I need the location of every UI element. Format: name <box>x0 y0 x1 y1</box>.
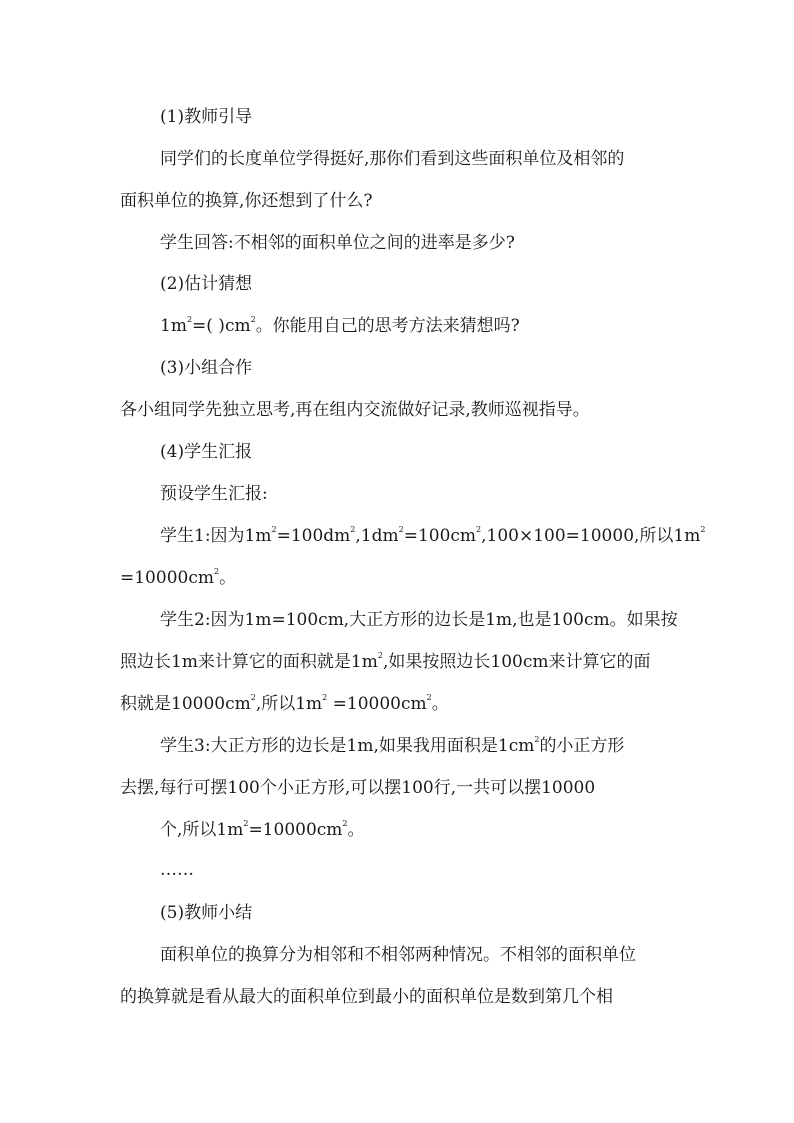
superscript: 2 <box>213 567 220 576</box>
text-run: 学生3:大正方形的边长是1m,如果我用面积是1cm <box>160 736 535 756</box>
paragraph-line <box>120 693 449 715</box>
superscript: 2 <box>322 693 328 702</box>
paragraph-line <box>160 735 624 757</box>
text-run: =100dm <box>276 526 351 546</box>
text-run: 。你能用自己的思考方法来猜想吗? <box>255 316 520 336</box>
paragraph-line <box>160 819 365 841</box>
paragraph-line: 学生2:因为1m=100cm,大正方形的边长是1m,也是100cm。如果按 <box>160 610 678 630</box>
paragraph-line: 去摆,每行可摆100个小正方形,可以摆100行,一共可以摆10000 <box>120 778 596 798</box>
superscript: 2 <box>250 693 256 702</box>
text-run: =( )cm <box>192 316 251 336</box>
paragraph-line: 各小组同学先独立思考,再在组内交流做好记录,教师巡视指导。 <box>120 400 590 420</box>
superscript: 2 <box>377 651 383 660</box>
text-run: 。 <box>219 568 237 588</box>
paragraph-line <box>120 651 650 673</box>
superscript: 2 <box>476 525 482 534</box>
text-run: 个,所以1m <box>160 820 244 840</box>
paragraph-line: 面积单位的换算分为相邻和不相邻两种情况。不相邻的面积单位 <box>160 945 636 965</box>
paragraph-line: 的换算就是看从最大的面积单位到最小的面积单位是数到第几个相 <box>120 987 613 1007</box>
text-run: 1m <box>160 316 187 336</box>
superscript: 2 <box>700 525 706 534</box>
text-run: =10000cm <box>248 820 343 840</box>
text-run: 的小正方形 <box>539 736 625 756</box>
text-run: 。 <box>347 820 365 840</box>
text-run: =100cm <box>403 526 477 546</box>
superscript: 2 <box>186 315 193 324</box>
text-run: =10000cm <box>327 694 427 714</box>
superscript: 2 <box>426 693 432 702</box>
section-heading-teacher-guidance: (1)教师引导 <box>160 107 253 127</box>
text-run: ,1dm <box>355 526 399 546</box>
section-heading-estimate-guess: (2)估计猜想 <box>160 274 253 294</box>
superscript: 2 <box>271 525 277 534</box>
superscript: 2 <box>250 315 256 324</box>
paragraph-line: 同学们的长度单位学得挺好,那你们看到这些面积单位及相邻的 <box>160 149 625 169</box>
superscript: 2 <box>398 525 404 534</box>
section-heading-teacher-summary: (5)教师小结 <box>160 903 253 923</box>
paragraph-line <box>120 567 236 589</box>
superscript: 2 <box>342 819 348 828</box>
text-run: ,所以1m <box>255 694 323 714</box>
paragraph-line: 学生回答:不相邻的面积单位之间的进率是多少? <box>160 233 515 253</box>
section-heading-group-work: (3)小组合作 <box>160 358 253 378</box>
paragraph-line <box>160 315 520 337</box>
text-run: 。 <box>431 694 449 714</box>
superscript: 2 <box>534 735 540 744</box>
text-run: ,100×100=10000,所以1m <box>481 526 701 546</box>
paragraph-line: 面积单位的换算,你还想到了什么? <box>120 191 373 211</box>
superscript: 2 <box>243 819 249 828</box>
text-run: =10000cm <box>120 568 214 588</box>
paragraph-line <box>160 525 705 547</box>
ellipsis: …… <box>160 860 194 880</box>
text-run: ,如果按照边长100cm来计算它的面 <box>382 652 651 672</box>
section-heading-student-report: (4)学生汇报 <box>160 442 253 462</box>
paragraph-line: 预设学生汇报: <box>160 484 268 504</box>
superscript: 2 <box>350 525 356 534</box>
text-run: 积就是10000cm <box>120 694 251 714</box>
text-run: 照边长1m来计算它的面积就是1m <box>120 652 378 672</box>
text-run: 学生1:因为1m <box>160 526 272 546</box>
